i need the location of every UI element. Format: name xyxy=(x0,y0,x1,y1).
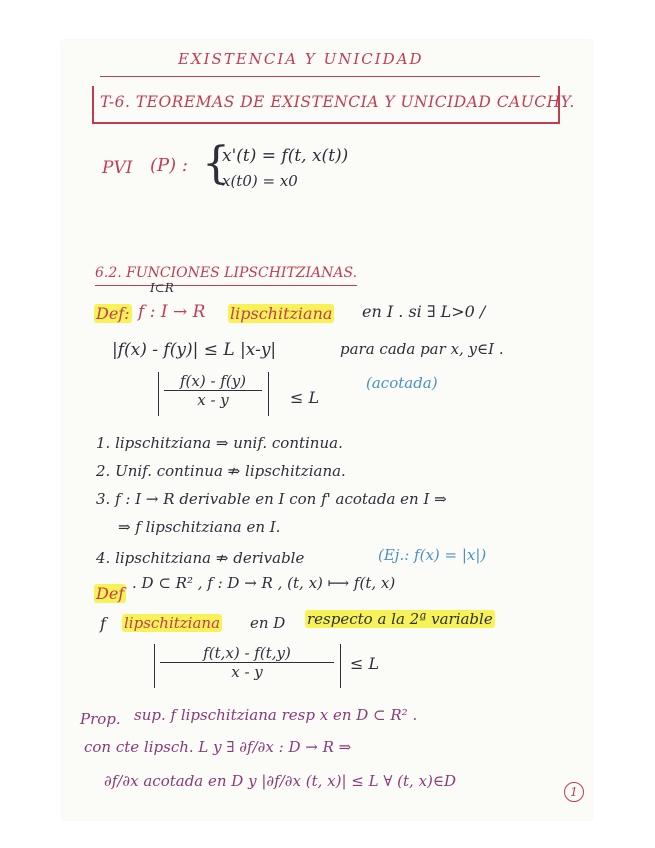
abs-bar-right xyxy=(268,372,269,416)
def2-keyword: lipschitziana xyxy=(124,614,221,632)
def2-line2-mid: en D xyxy=(250,614,286,632)
def1-domain-note: I⊂R xyxy=(150,281,174,295)
def2-frac-num: f(t,x) - f(t,y) xyxy=(203,644,291,662)
abs-bar-left-2 xyxy=(154,644,155,688)
list-item-1: 1. lipschitziana ⇒ unif. continua. xyxy=(96,434,343,452)
sub-heading-underline xyxy=(95,285,357,286)
abs-bar-right-2 xyxy=(340,644,341,688)
prop-line3: ∂f/∂x acotada en D y |∂f/∂x (t, x)| ≤ L ∀ (t, x)∈D xyxy=(104,772,457,790)
example-note: (Ej.: f(x) = |x|) xyxy=(378,546,487,564)
def1-inequality: |f(x) - f(y)| ≤ L |x-y| xyxy=(112,340,277,360)
def2-frac-rhs: ≤ L xyxy=(350,654,380,673)
pvi-eq1: x'(t) = f(t, x(t)) xyxy=(222,146,349,166)
def1-inequality-tail: para cada par x, y∈I . xyxy=(340,340,504,358)
def1-frac-num: f(x) - f(y) xyxy=(179,372,247,390)
def2-line2-pre: f xyxy=(100,614,106,633)
def2-fraction xyxy=(160,644,334,681)
prop-line1: sup. f lipschitziana resp x en D ⊂ R² . xyxy=(134,706,418,724)
def1-keyword: lipschitziana xyxy=(230,304,333,323)
abs-bar-left xyxy=(158,372,159,416)
def1-tag: Def: xyxy=(96,304,130,323)
list-item-4: 4. lipschitziana ⇏ derivable xyxy=(96,549,305,567)
pvi-eq2: x(t0) = x0 xyxy=(222,172,298,190)
list-item-3: 3. f : I → R derivable en I con f' acotada en I ⇒ xyxy=(96,490,447,508)
list-item-3-cont: ⇒ f lipschitziana en I. xyxy=(118,518,281,536)
def2-line2-highlight: respecto a la 2ª variable xyxy=(307,610,493,628)
prop-line2: con cte lipsch. L y ∃ ∂f/∂x : D → R ⇒ xyxy=(84,738,352,756)
def1-fraction xyxy=(164,372,262,409)
def1-frac-den: x - y xyxy=(164,390,262,409)
def2-frac-den: x - y xyxy=(160,662,334,681)
def1-note: (acotada) xyxy=(366,374,438,392)
list-item-2: 2. Unif. continua ⇏ lipschitziana. xyxy=(96,462,346,480)
def2-line1: . D ⊂ R² , f : D → R , (t, x) ⟼ f(t, x) xyxy=(132,574,396,592)
header-title: EXISTENCIA Y UNICIDAD xyxy=(178,50,424,68)
header-rule xyxy=(100,76,540,77)
system-brace: { xyxy=(202,138,230,189)
def1-frac-rhs: ≤ L xyxy=(290,388,320,407)
sub-heading: 6.2. FUNCIONES LIPSCHITZIANAS. xyxy=(95,265,358,281)
pvi-problem: (P) : xyxy=(150,155,188,176)
def1-map: f : I → R xyxy=(138,302,206,322)
prop-label: Prop. xyxy=(80,710,121,728)
def1-rest: en I . si ∃ L>0 / xyxy=(362,302,486,321)
pvi-label: PVI xyxy=(102,158,133,178)
section-title: T-6. TEOREMAS DE EXISTENCIA Y UNICIDAD CAUCHY. xyxy=(100,93,575,111)
page-number: 1 xyxy=(564,782,584,802)
def2-tag: Def xyxy=(96,584,125,603)
